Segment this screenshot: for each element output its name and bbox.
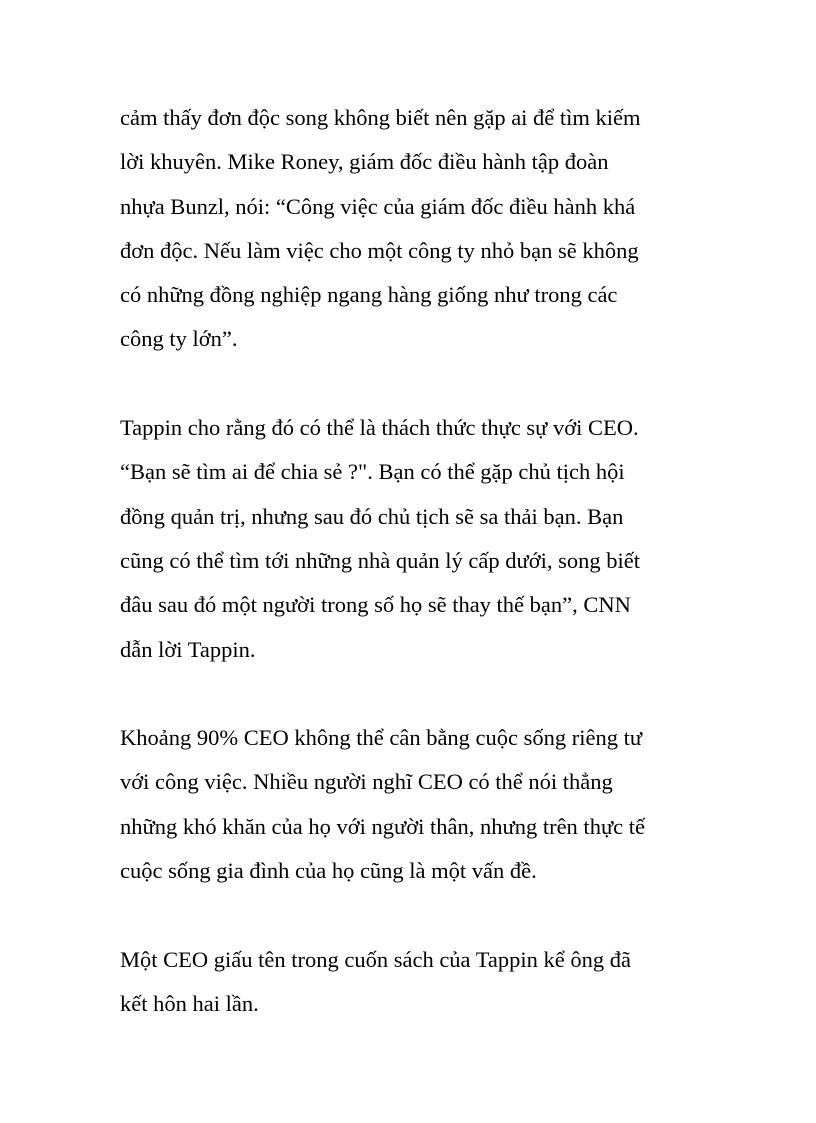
text-line: đâu sau đó một người trong số họ sẽ thay thế bạn”, CNN [120,592,631,618]
paragraph-1 [120,96,720,362]
text-line: với công việc. Nhiều người nghĩ CEO có thể nói thẳng [120,769,613,795]
text-line: cảm thấy đơn độc song không biết nên gặp ai để tìm kiếm [120,105,641,130]
text-line: Khoảng 90% CEO không thể cân bằng cuộc sống riêng tư [120,725,643,751]
text-line: Một CEO giấu tên trong cuốn sách của Tappin kể ông đã [120,946,632,972]
text-line: cuộc sống gia đình của họ cũng là một vấn đề. [120,858,537,884]
text-line: Tappin cho rằng đó có thể là thách thức thực sự với CEO. [120,415,639,441]
text-line: đồng quản trị, nhưng sau đó chủ tịch sẽ sa thải bạn. Bạn [120,503,624,529]
text-line: dẫn lời Tappin. [120,636,256,662]
text-line: kết hôn hai lần. [120,990,259,1016]
text-line: công ty lớn”. [120,326,238,352]
text-line: những khó khăn của họ với người thân, nhưng trên thực tế [120,813,645,839]
text-line: nhựa Bunzl, nói: “Công việc của giám đốc điều hành khá [120,193,636,219]
text-line: cũng có thể tìm tới những nhà quản lý cấp dưới, song biết [120,547,640,573]
text-line: đơn độc. Nếu làm việc cho một công ty nhỏ bạn sẽ không [120,237,639,263]
text-line: có những đồng nghiệp ngang hàng giống như trong các [120,282,618,308]
paragraph-4 [120,938,720,1027]
text-line: lời khuyên. Mike Roney, giám đốc điều hành tập đoàn [120,149,609,175]
text-line: “Bạn sẽ tìm ai để chia sẻ ?". Bạn có thể gặp chủ tịch hội [120,459,625,485]
paragraph-2 [120,406,720,672]
article-body [120,96,720,1071]
paragraph-3 [120,716,720,893]
